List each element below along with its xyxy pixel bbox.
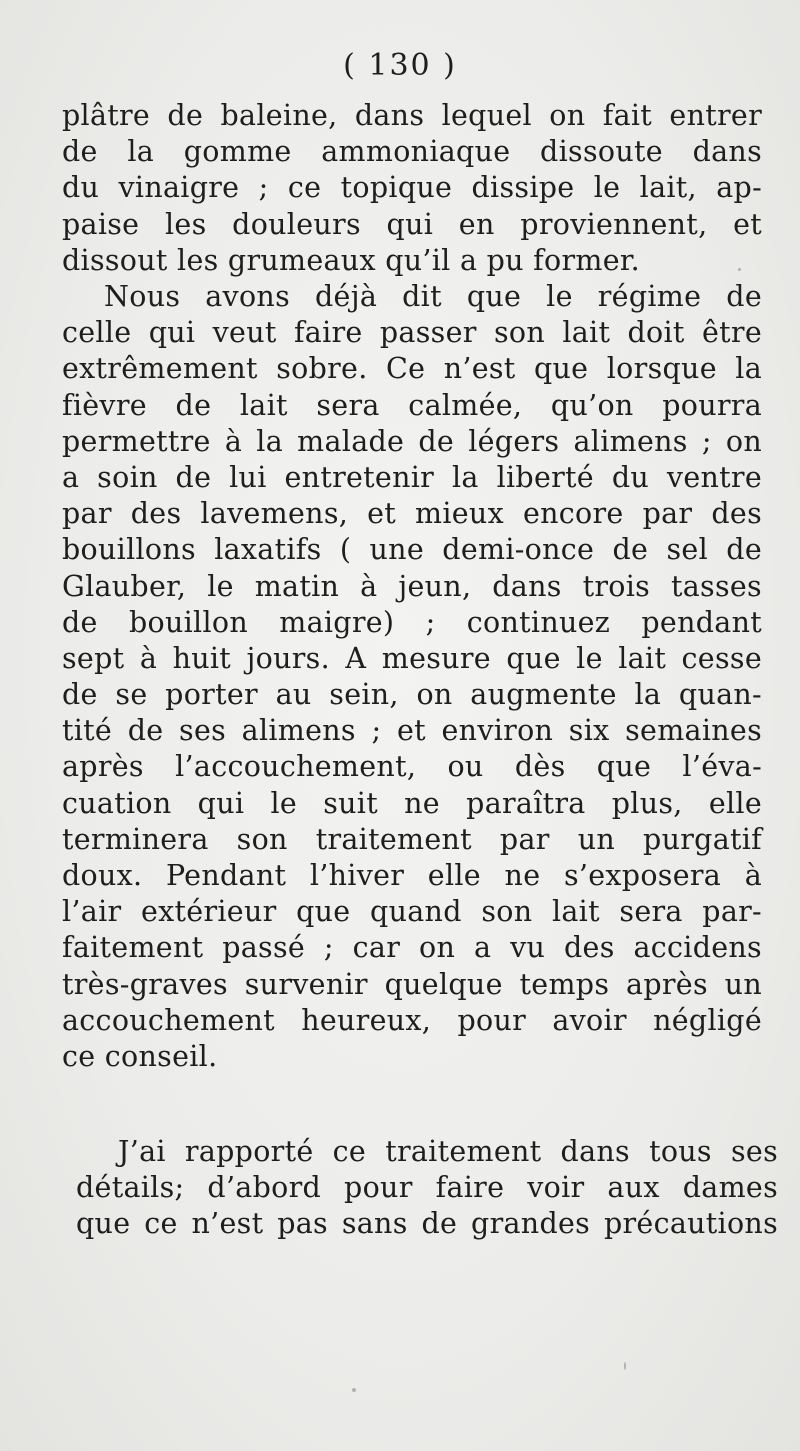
text-line: Nous avons déjà dit que le régime de <box>104 280 762 313</box>
paragraph-3 <box>76 1134 778 1243</box>
text-line: ce conseil. <box>62 1039 218 1073</box>
text-line: après l’accouchement, ou dès que l’éva- <box>62 750 762 784</box>
text-line: que ce n’est pas sans de grandes précautions <box>76 1207 778 1241</box>
text-line: paise les douleurs qui en proviennent, et <box>62 207 762 241</box>
text-line: très-graves survenir quelque temps après un <box>62 967 762 1001</box>
text-line: cuation qui le suit ne paraîtra plus, elle <box>62 786 762 820</box>
text-line: par des lavemens, et mieux encore par des <box>62 497 762 531</box>
text-line: extrêmement sobre. Ce n’est que lorsque la <box>62 352 762 386</box>
text-line: l’air extérieur que quand son lait sera par- <box>62 895 762 929</box>
text-line: permettre à la malade de légers alimens ; on <box>62 424 762 458</box>
text-line: doux. Pendant l’hiver elle ne s’exposera à <box>62 859 762 892</box>
text-line: fièvre de lait sera calmée, qu’on pourra <box>62 388 762 422</box>
paragraph-2 <box>62 279 762 1075</box>
text-line: Glauber, le matin à jeun, dans trois tasses <box>62 569 762 603</box>
text-line: détails; d’abord pour faire voir aux dames <box>76 1171 778 1205</box>
paper-speck <box>352 1388 356 1392</box>
text-line: sept à huit jours. A mesure que le lait cesse <box>62 641 762 675</box>
text-line: dissout les grumeaux qu’il a pu former. <box>62 243 641 277</box>
paper-speck <box>624 1362 626 1370</box>
text-line: terminera son traitement par un purgatif <box>62 822 762 856</box>
text-line: bouillons laxatifs ( une demi-once de sel de <box>62 533 762 567</box>
text-line: du vinaigre ; ce topique dissipe le lait, ap- <box>62 171 762 205</box>
text-line: plâtre de baleine, dans lequel on fait entrer <box>62 99 762 132</box>
text-line: faitement passé ; car on a vu des accidens <box>62 931 762 965</box>
text-line: J’ai rapporté ce traitement dans tous ses <box>118 1135 778 1168</box>
text-line: a soin de lui entretenir la liberté du ventre <box>62 460 762 494</box>
paragraph-1 <box>62 98 762 279</box>
paper-speck <box>738 268 741 271</box>
text-line: de bouillon maigre) ; continuez pendant <box>62 605 762 639</box>
text-line: de se porter au sein, on augmente la quan- <box>62 678 762 712</box>
text-line: celle qui veut faire passer son lait doit être <box>62 316 762 350</box>
text-line: accouchement heureux, pour avoir négligé <box>62 1003 762 1037</box>
page-number: ( 130 ) <box>343 48 457 83</box>
text-line: de la gomme ammoniaque dissoute dans <box>62 135 762 169</box>
text-line: tité de ses alimens ; et environ six semaines <box>62 714 762 748</box>
